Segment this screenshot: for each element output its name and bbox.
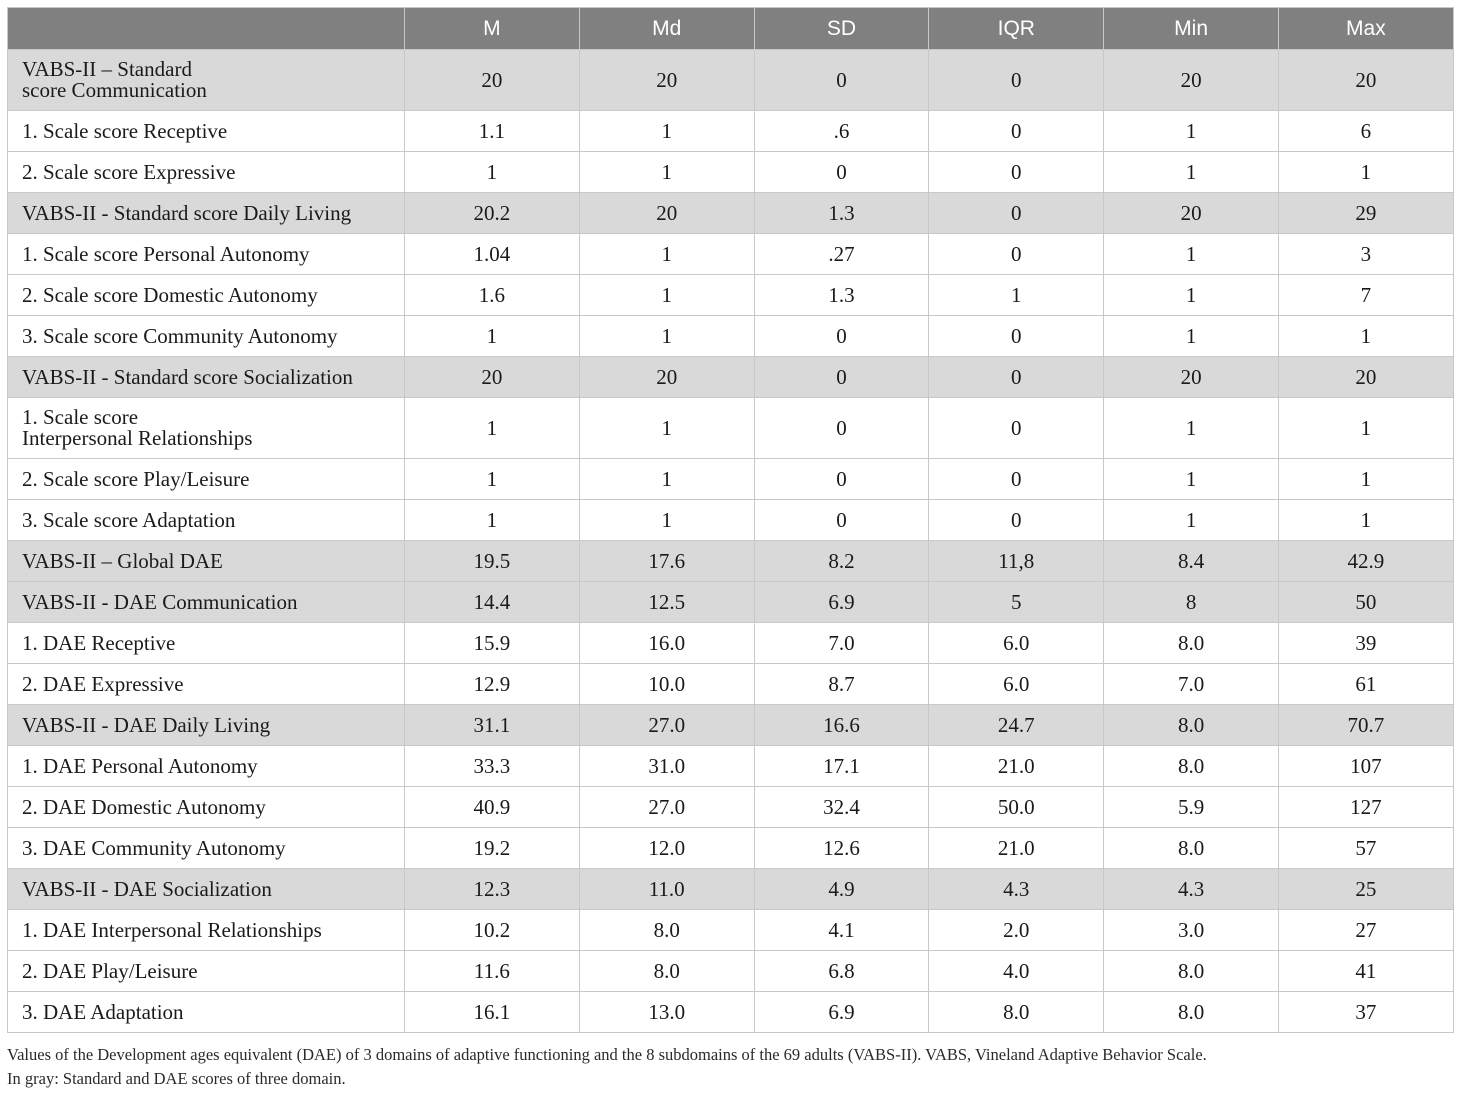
cell-iqr: 0 [929, 193, 1104, 234]
row-label [8, 623, 405, 664]
table-row [8, 234, 1454, 275]
cell-iqr: 11,8 [929, 541, 1104, 582]
cell-max: 20 [1278, 357, 1453, 398]
cell-md: 12.5 [579, 582, 754, 623]
cell-sd: .27 [754, 234, 929, 275]
cell-iqr: 0 [929, 459, 1104, 500]
cell-md: 1 [579, 459, 754, 500]
row-label [8, 746, 405, 787]
table-row [8, 910, 1454, 951]
column-header-m: M [405, 8, 580, 50]
cell-max: 1 [1278, 316, 1453, 357]
row-label [8, 50, 405, 111]
cell-max: 61 [1278, 664, 1453, 705]
cell-md: 1 [579, 234, 754, 275]
cell-sd: 6.9 [754, 582, 929, 623]
cell-md: 10.0 [579, 664, 754, 705]
cell-iqr: 4.3 [929, 869, 1104, 910]
cell-min: 1 [1104, 398, 1279, 459]
cell-iqr: 0 [929, 152, 1104, 193]
table-row [8, 992, 1454, 1033]
cell-max: 50 [1278, 582, 1453, 623]
table-row [8, 193, 1454, 234]
cell-max: 27 [1278, 910, 1453, 951]
cell-iqr: 2.0 [929, 910, 1104, 951]
cell-m: 31.1 [405, 705, 580, 746]
table-row [8, 275, 1454, 316]
cell-max: 1 [1278, 500, 1453, 541]
row-label-line: 1. Scale score Receptive [22, 118, 228, 143]
cell-max: 20 [1278, 50, 1453, 111]
cell-min: 5.9 [1104, 787, 1279, 828]
row-label [8, 828, 405, 869]
cell-sd: 6.9 [754, 992, 929, 1033]
table-container [7, 7, 1453, 1033]
cell-max: 127 [1278, 787, 1453, 828]
column-header-label [8, 8, 405, 50]
cell-iqr: 0 [929, 50, 1104, 111]
cell-sd: 16.6 [754, 705, 929, 746]
row-label [8, 910, 405, 951]
cell-min: 1 [1104, 316, 1279, 357]
table-row [8, 664, 1454, 705]
row-label-line: VABS-II - DAE Socialization [22, 876, 272, 901]
row-label-line: Interpersonal Relationships [22, 426, 253, 450]
row-label [8, 951, 405, 992]
row-label [8, 111, 405, 152]
cell-sd: .6 [754, 111, 929, 152]
cell-min: 1 [1104, 275, 1279, 316]
row-label-line: 3. DAE Adaptation [22, 999, 184, 1024]
cell-m: 20 [405, 50, 580, 111]
row-label-line: 3. Scale score Adaptation [22, 507, 236, 532]
row-label-line: 2. Scale score Domestic Autonomy [22, 282, 318, 307]
row-label-line: VABS-II – Standard [22, 57, 192, 81]
cell-sd: 12.6 [754, 828, 929, 869]
cell-iqr: 0 [929, 500, 1104, 541]
cell-sd: 17.1 [754, 746, 929, 787]
table-row [8, 500, 1454, 541]
table-body [8, 50, 1454, 1033]
row-label-line: 3. Scale score Community Autonomy [22, 323, 338, 348]
cell-md: 12.0 [579, 828, 754, 869]
cell-sd: 32.4 [754, 787, 929, 828]
cell-max: 1 [1278, 152, 1453, 193]
row-label-line: score Communication [22, 78, 207, 102]
cell-max: 37 [1278, 992, 1453, 1033]
row-label-line: 2. DAE Domestic Autonomy [22, 794, 266, 819]
cell-md: 20 [579, 193, 754, 234]
footnote-line-2: In gray: Standard and DAE scores of three domain. [7, 1069, 346, 1088]
cell-sd: 7.0 [754, 623, 929, 664]
row-label [8, 992, 405, 1033]
cell-m: 20 [405, 357, 580, 398]
row-label-line: 1. DAE Receptive [22, 630, 176, 655]
row-label [8, 316, 405, 357]
cell-min: 8.0 [1104, 705, 1279, 746]
cell-min: 1 [1104, 152, 1279, 193]
cell-iqr: 5 [929, 582, 1104, 623]
cell-m: 1 [405, 152, 580, 193]
row-label-line: 2. Scale score Play/Leisure [22, 466, 250, 491]
cell-md: 31.0 [579, 746, 754, 787]
column-header-min: Min [1104, 8, 1279, 50]
row-label-line: 2. DAE Expressive [22, 671, 184, 696]
cell-min: 8 [1104, 582, 1279, 623]
table-row [8, 623, 1454, 664]
cell-min: 7.0 [1104, 664, 1279, 705]
cell-md: 1 [579, 398, 754, 459]
cell-md: 1 [579, 152, 754, 193]
cell-md: 27.0 [579, 705, 754, 746]
row-label [8, 582, 405, 623]
cell-md: 11.0 [579, 869, 754, 910]
cell-min: 1 [1104, 234, 1279, 275]
cell-min: 8.4 [1104, 541, 1279, 582]
cell-min: 8.0 [1104, 951, 1279, 992]
cell-md: 1 [579, 316, 754, 357]
row-label-line: 2. DAE Play/Leisure [22, 958, 198, 983]
row-label [8, 459, 405, 500]
row-label-line: VABS-II - DAE Daily Living [22, 712, 271, 737]
cell-m: 1.1 [405, 111, 580, 152]
cell-m: 1 [405, 398, 580, 459]
cell-m: 19.2 [405, 828, 580, 869]
cell-sd: 4.1 [754, 910, 929, 951]
table-footnote [7, 1043, 1453, 1091]
vabs-statistics-table [7, 7, 1454, 1033]
cell-sd: 0 [754, 152, 929, 193]
table-row [8, 951, 1454, 992]
row-label [8, 398, 405, 459]
cell-max: 1 [1278, 459, 1453, 500]
cell-max: 42.9 [1278, 541, 1453, 582]
cell-min: 8.0 [1104, 828, 1279, 869]
cell-sd: 0 [754, 357, 929, 398]
cell-min: 4.3 [1104, 869, 1279, 910]
cell-md: 27.0 [579, 787, 754, 828]
cell-sd: 0 [754, 459, 929, 500]
cell-sd: 4.9 [754, 869, 929, 910]
cell-m: 1.04 [405, 234, 580, 275]
cell-m: 10.2 [405, 910, 580, 951]
row-label [8, 275, 405, 316]
cell-max: 1 [1278, 398, 1453, 459]
cell-max: 3 [1278, 234, 1453, 275]
cell-iqr: 4.0 [929, 951, 1104, 992]
cell-iqr: 21.0 [929, 828, 1104, 869]
cell-iqr: 8.0 [929, 992, 1104, 1033]
row-label-line: 2. Scale score Expressive [22, 159, 236, 184]
row-label-line: VABS-II - Standard score Socialization [22, 364, 353, 389]
cell-iqr: 0 [929, 357, 1104, 398]
cell-iqr: 21.0 [929, 746, 1104, 787]
cell-iqr: 0 [929, 234, 1104, 275]
cell-iqr: 0 [929, 398, 1104, 459]
cell-iqr: 6.0 [929, 664, 1104, 705]
cell-md: 13.0 [579, 992, 754, 1033]
cell-sd: 0 [754, 500, 929, 541]
cell-md: 17.6 [579, 541, 754, 582]
header-row [8, 8, 1454, 50]
row-label [8, 664, 405, 705]
column-header-sd: SD [754, 8, 929, 50]
cell-m: 15.9 [405, 623, 580, 664]
row-label-line: VABS-II – Global DAE [22, 548, 223, 573]
cell-m: 33.3 [405, 746, 580, 787]
table-row [8, 459, 1454, 500]
cell-m: 12.9 [405, 664, 580, 705]
cell-max: 7 [1278, 275, 1453, 316]
table-row [8, 869, 1454, 910]
row-label-line: VABS-II - DAE Communication [22, 589, 298, 614]
cell-min: 8.0 [1104, 623, 1279, 664]
cell-m: 1 [405, 316, 580, 357]
cell-m: 1 [405, 459, 580, 500]
cell-max: 57 [1278, 828, 1453, 869]
cell-m: 1.6 [405, 275, 580, 316]
cell-sd: 0 [754, 316, 929, 357]
cell-max: 107 [1278, 746, 1453, 787]
cell-m: 1 [405, 500, 580, 541]
cell-max: 41 [1278, 951, 1453, 992]
cell-min: 8.0 [1104, 746, 1279, 787]
table-row [8, 746, 1454, 787]
cell-m: 16.1 [405, 992, 580, 1033]
row-label [8, 193, 405, 234]
cell-iqr: 50.0 [929, 787, 1104, 828]
row-label-line: 1. DAE Personal Autonomy [22, 753, 258, 778]
table-row [8, 111, 1454, 152]
row-label [8, 541, 405, 582]
cell-m: 19.5 [405, 541, 580, 582]
row-label-line: 3. DAE Community Autonomy [22, 835, 286, 860]
cell-sd: 8.2 [754, 541, 929, 582]
cell-max: 70.7 [1278, 705, 1453, 746]
row-label [8, 234, 405, 275]
cell-m: 40.9 [405, 787, 580, 828]
cell-sd: 1.3 [754, 275, 929, 316]
row-label [8, 357, 405, 398]
cell-iqr: 0 [929, 111, 1104, 152]
column-header-iqr: IQR [929, 8, 1104, 50]
cell-min: 1 [1104, 111, 1279, 152]
cell-sd: 6.8 [754, 951, 929, 992]
table-row [8, 357, 1454, 398]
cell-md: 8.0 [579, 910, 754, 951]
cell-max: 25 [1278, 869, 1453, 910]
row-label-line: VABS-II - Standard score Daily Living [22, 200, 352, 225]
cell-iqr: 6.0 [929, 623, 1104, 664]
cell-sd: 0 [754, 398, 929, 459]
cell-min: 20 [1104, 50, 1279, 111]
cell-sd: 0 [754, 50, 929, 111]
cell-md: 1 [579, 275, 754, 316]
row-label-line: 1. Scale score Personal Autonomy [22, 241, 310, 266]
cell-md: 8.0 [579, 951, 754, 992]
table-row [8, 316, 1454, 357]
cell-md: 1 [579, 500, 754, 541]
cell-m: 20.2 [405, 193, 580, 234]
row-label [8, 787, 405, 828]
cell-min: 20 [1104, 193, 1279, 234]
row-label-line: 1. DAE Interpersonal Relationships [22, 917, 322, 942]
table-row [8, 152, 1454, 193]
table-row [8, 398, 1454, 459]
row-label [8, 152, 405, 193]
footnote-line-1: Values of the Development ages equivalent (DAE) of 3 domains of adaptive functioning and the 8 subdomains of the 69 adults (VABS-II). VABS, Vineland Adaptive Behavior Scale. [7, 1045, 1207, 1064]
cell-m: 14.4 [405, 582, 580, 623]
row-label [8, 869, 405, 910]
cell-iqr: 0 [929, 316, 1104, 357]
cell-iqr: 24.7 [929, 705, 1104, 746]
row-label-line: 1. Scale score [22, 405, 139, 429]
cell-min: 20 [1104, 357, 1279, 398]
row-label [8, 705, 405, 746]
cell-max: 29 [1278, 193, 1453, 234]
cell-min: 1 [1104, 500, 1279, 541]
cell-md: 16.0 [579, 623, 754, 664]
column-header-md: Md [579, 8, 754, 50]
cell-min: 1 [1104, 459, 1279, 500]
table-row [8, 787, 1454, 828]
table-row [8, 50, 1454, 111]
cell-min: 8.0 [1104, 992, 1279, 1033]
cell-min: 3.0 [1104, 910, 1279, 951]
cell-m: 12.3 [405, 869, 580, 910]
cell-sd: 1.3 [754, 193, 929, 234]
table-row [8, 582, 1454, 623]
table-row [8, 828, 1454, 869]
cell-sd: 8.7 [754, 664, 929, 705]
table-row [8, 541, 1454, 582]
cell-max: 6 [1278, 111, 1453, 152]
cell-max: 39 [1278, 623, 1453, 664]
column-header-max: Max [1278, 8, 1453, 50]
table-row [8, 705, 1454, 746]
cell-md: 1 [579, 111, 754, 152]
cell-iqr: 1 [929, 275, 1104, 316]
row-label [8, 500, 405, 541]
cell-md: 20 [579, 357, 754, 398]
cell-md: 20 [579, 50, 754, 111]
cell-m: 11.6 [405, 951, 580, 992]
